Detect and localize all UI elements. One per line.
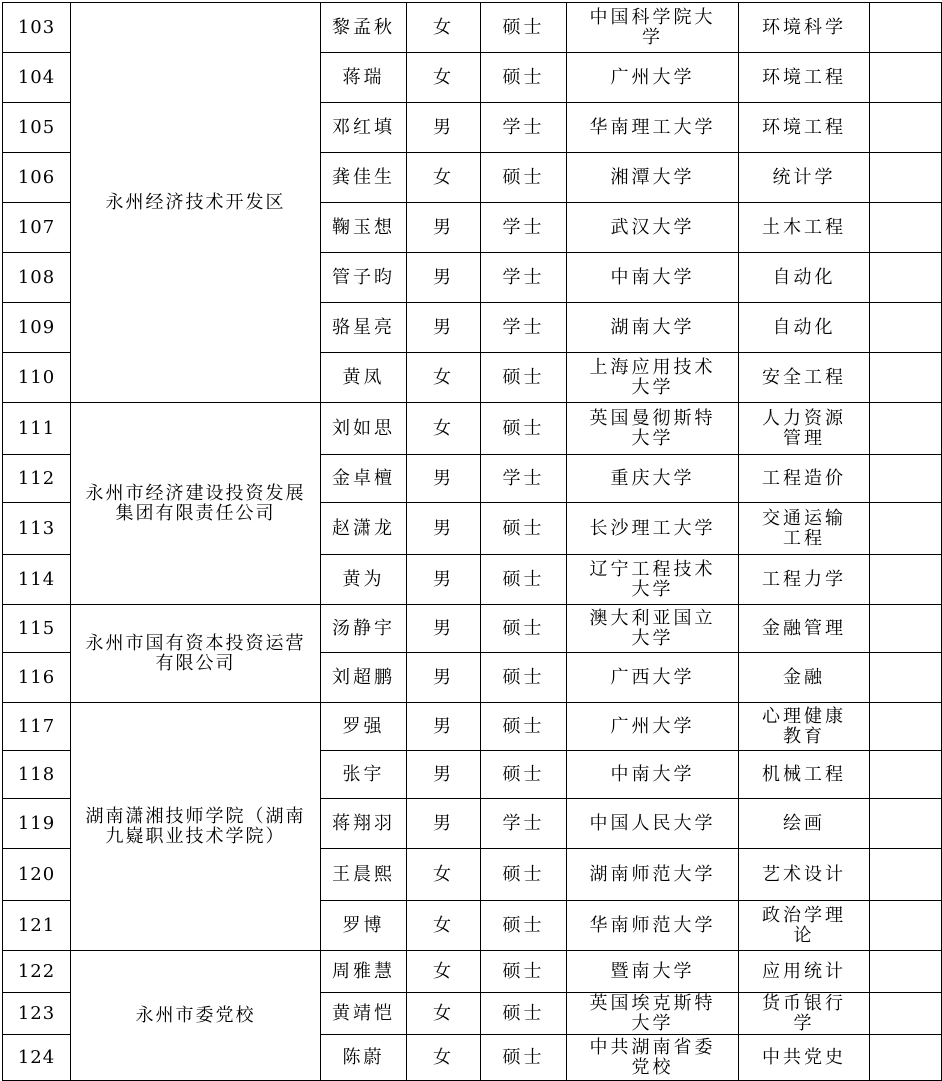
major-cell: 自动化 bbox=[739, 303, 870, 353]
school-cell: 湘潭大学 bbox=[567, 153, 739, 203]
school-cell: 华南师范大学 bbox=[567, 901, 739, 951]
row-number-cell: 124 bbox=[3, 1035, 71, 1081]
name-cell: 赵潇龙 bbox=[321, 503, 407, 555]
table-row bbox=[3, 3, 942, 53]
remarks-cell bbox=[870, 703, 942, 751]
name-cell: 陈蔚 bbox=[321, 1035, 407, 1081]
degree-cell: 硕士 bbox=[481, 353, 567, 403]
remarks-cell bbox=[870, 849, 942, 901]
remarks-cell bbox=[870, 103, 942, 153]
name-cell: 罗博 bbox=[321, 901, 407, 951]
school-cell: 中共湖南省委党校 bbox=[567, 1035, 739, 1081]
remarks-cell bbox=[870, 153, 942, 203]
degree-cell: 硕士 bbox=[481, 53, 567, 103]
gender-cell: 男 bbox=[407, 303, 481, 353]
row-number-cell: 105 bbox=[3, 103, 71, 153]
school-cell: 华南理工大学 bbox=[567, 103, 739, 153]
major-cell: 艺术设计 bbox=[739, 849, 870, 901]
degree-cell: 硕士 bbox=[481, 403, 567, 455]
name-cell: 汤静宇 bbox=[321, 605, 407, 653]
remarks-cell bbox=[870, 605, 942, 653]
degree-cell: 学士 bbox=[481, 303, 567, 353]
gender-cell: 女 bbox=[407, 1035, 481, 1081]
degree-cell: 硕士 bbox=[481, 3, 567, 53]
remarks-cell bbox=[870, 503, 942, 555]
degree-cell: 硕士 bbox=[481, 751, 567, 799]
row-number-cell: 103 bbox=[3, 3, 71, 53]
name-cell: 邓红填 bbox=[321, 103, 407, 153]
school-cell: 英国埃克斯特大学 bbox=[567, 993, 739, 1035]
row-number-cell: 116 bbox=[3, 653, 71, 703]
remarks-cell bbox=[870, 799, 942, 849]
table-row bbox=[3, 605, 942, 653]
remarks-cell bbox=[870, 53, 942, 103]
name-cell: 周雅慧 bbox=[321, 951, 407, 993]
remarks-cell bbox=[870, 555, 942, 605]
school-cell: 中南大学 bbox=[567, 751, 739, 799]
major-cell: 安全工程 bbox=[739, 353, 870, 403]
major-cell: 中共党史 bbox=[739, 1035, 870, 1081]
school-cell: 澳大利亚国立大学 bbox=[567, 605, 739, 653]
school-cell: 重庆大学 bbox=[567, 455, 739, 503]
gender-cell: 男 bbox=[407, 751, 481, 799]
remarks-cell bbox=[870, 203, 942, 253]
name-cell: 蒋瑞 bbox=[321, 53, 407, 103]
degree-cell: 硕士 bbox=[481, 653, 567, 703]
gender-cell: 男 bbox=[407, 503, 481, 555]
degree-cell: 硕士 bbox=[481, 1035, 567, 1081]
row-number-cell: 122 bbox=[3, 951, 71, 993]
row-number-cell: 119 bbox=[3, 799, 71, 849]
name-cell: 蒋翔羽 bbox=[321, 799, 407, 849]
gender-cell: 男 bbox=[407, 203, 481, 253]
gender-cell: 男 bbox=[407, 703, 481, 751]
remarks-cell bbox=[870, 951, 942, 993]
school-cell: 暨南大学 bbox=[567, 951, 739, 993]
school-cell: 武汉大学 bbox=[567, 203, 739, 253]
gender-cell: 男 bbox=[407, 605, 481, 653]
name-cell: 黎孟秋 bbox=[321, 3, 407, 53]
major-cell: 交通运输工程 bbox=[739, 503, 870, 555]
name-cell: 黄凤 bbox=[321, 353, 407, 403]
table-row bbox=[3, 703, 942, 751]
row-number-cell: 118 bbox=[3, 751, 71, 799]
major-cell: 绘画 bbox=[739, 799, 870, 849]
school-cell: 辽宁工程技术大学 bbox=[567, 555, 739, 605]
major-cell: 土木工程 bbox=[739, 203, 870, 253]
gender-cell: 女 bbox=[407, 153, 481, 203]
major-cell: 工程造价 bbox=[739, 455, 870, 503]
unit-cell: 永州经济技术开发区 bbox=[71, 3, 321, 403]
degree-cell: 学士 bbox=[481, 103, 567, 153]
name-cell: 龚佳生 bbox=[321, 153, 407, 203]
major-cell: 货币银行学 bbox=[739, 993, 870, 1035]
gender-cell: 女 bbox=[407, 3, 481, 53]
row-number-cell: 112 bbox=[3, 455, 71, 503]
remarks-cell bbox=[870, 751, 942, 799]
gender-cell: 女 bbox=[407, 849, 481, 901]
degree-cell: 学士 bbox=[481, 253, 567, 303]
gender-cell: 男 bbox=[407, 799, 481, 849]
major-cell: 环境工程 bbox=[739, 103, 870, 153]
gender-cell: 女 bbox=[407, 53, 481, 103]
name-cell: 黄靖恺 bbox=[321, 993, 407, 1035]
row-number-cell: 106 bbox=[3, 153, 71, 203]
remarks-cell bbox=[870, 653, 942, 703]
school-cell: 英国曼彻斯特大学 bbox=[567, 403, 739, 455]
row-number-cell: 104 bbox=[3, 53, 71, 103]
remarks-cell bbox=[870, 993, 942, 1035]
row-number-cell: 110 bbox=[3, 353, 71, 403]
major-cell: 应用统计 bbox=[739, 951, 870, 993]
unit-cell: 永州市经济建设投资发展集团有限责任公司 bbox=[71, 403, 321, 605]
degree-cell: 学士 bbox=[481, 203, 567, 253]
gender-cell: 女 bbox=[407, 901, 481, 951]
remarks-cell bbox=[870, 1035, 942, 1081]
school-cell: 长沙理工大学 bbox=[567, 503, 739, 555]
gender-cell: 男 bbox=[407, 455, 481, 503]
table-row bbox=[3, 951, 942, 993]
name-cell: 罗强 bbox=[321, 703, 407, 751]
degree-cell: 硕士 bbox=[481, 703, 567, 751]
gender-cell: 女 bbox=[407, 951, 481, 993]
major-cell: 自动化 bbox=[739, 253, 870, 303]
major-cell: 工程力学 bbox=[739, 555, 870, 605]
unit-cell: 永州市委党校 bbox=[71, 951, 321, 1081]
row-number-cell: 120 bbox=[3, 849, 71, 901]
row-number-cell: 109 bbox=[3, 303, 71, 353]
school-cell: 广州大学 bbox=[567, 703, 739, 751]
degree-cell: 学士 bbox=[481, 455, 567, 503]
unit-cell: 湖南潇湘技师学院（湖南九嶷职业技术学院） bbox=[71, 703, 321, 951]
name-cell: 王晨熙 bbox=[321, 849, 407, 901]
school-cell: 中国科学院大学 bbox=[567, 3, 739, 53]
major-cell: 环境工程 bbox=[739, 53, 870, 103]
major-cell: 环境科学 bbox=[739, 3, 870, 53]
degree-cell: 硕士 bbox=[481, 993, 567, 1035]
unit-cell: 永州市国有资本投资运营有限公司 bbox=[71, 605, 321, 703]
gender-cell: 女 bbox=[407, 403, 481, 455]
row-number-cell: 123 bbox=[3, 993, 71, 1035]
row-number-cell: 113 bbox=[3, 503, 71, 555]
school-cell: 广州大学 bbox=[567, 53, 739, 103]
remarks-cell bbox=[870, 353, 942, 403]
remarks-cell bbox=[870, 253, 942, 303]
major-cell: 政治学理论 bbox=[739, 901, 870, 951]
degree-cell: 硕士 bbox=[481, 555, 567, 605]
row-number-cell: 108 bbox=[3, 253, 71, 303]
school-cell: 中国人民大学 bbox=[567, 799, 739, 849]
major-cell: 机械工程 bbox=[739, 751, 870, 799]
remarks-cell bbox=[870, 303, 942, 353]
gender-cell: 男 bbox=[407, 653, 481, 703]
major-cell: 统计学 bbox=[739, 153, 870, 203]
name-cell: 金卓檀 bbox=[321, 455, 407, 503]
table-body bbox=[3, 3, 942, 1081]
degree-cell: 硕士 bbox=[481, 849, 567, 901]
major-cell: 心理健康教育 bbox=[739, 703, 870, 751]
name-cell: 鞠玉想 bbox=[321, 203, 407, 253]
name-cell: 刘超鹏 bbox=[321, 653, 407, 703]
row-number-cell: 114 bbox=[3, 555, 71, 605]
name-cell: 黄为 bbox=[321, 555, 407, 605]
degree-cell: 硕士 bbox=[481, 951, 567, 993]
remarks-cell bbox=[870, 901, 942, 951]
school-cell: 湖南大学 bbox=[567, 303, 739, 353]
recruitment-table bbox=[2, 2, 942, 1081]
gender-cell: 女 bbox=[407, 993, 481, 1035]
table-row bbox=[3, 403, 942, 455]
remarks-cell bbox=[870, 3, 942, 53]
gender-cell: 男 bbox=[407, 555, 481, 605]
name-cell: 张宇 bbox=[321, 751, 407, 799]
name-cell: 骆星亮 bbox=[321, 303, 407, 353]
school-cell: 中南大学 bbox=[567, 253, 739, 303]
degree-cell: 硕士 bbox=[481, 503, 567, 555]
degree-cell: 学士 bbox=[481, 799, 567, 849]
row-number-cell: 107 bbox=[3, 203, 71, 253]
gender-cell: 女 bbox=[407, 353, 481, 403]
degree-cell: 硕士 bbox=[481, 153, 567, 203]
gender-cell: 男 bbox=[407, 103, 481, 153]
row-number-cell: 111 bbox=[3, 403, 71, 455]
major-cell: 金融管理 bbox=[739, 605, 870, 653]
row-number-cell: 121 bbox=[3, 901, 71, 951]
school-cell: 上海应用技术大学 bbox=[567, 353, 739, 403]
row-number-cell: 117 bbox=[3, 703, 71, 751]
major-cell: 金融 bbox=[739, 653, 870, 703]
name-cell: 管子昀 bbox=[321, 253, 407, 303]
remarks-cell bbox=[870, 455, 942, 503]
row-number-cell: 115 bbox=[3, 605, 71, 653]
degree-cell: 硕士 bbox=[481, 901, 567, 951]
gender-cell: 男 bbox=[407, 253, 481, 303]
school-cell: 湖南师范大学 bbox=[567, 849, 739, 901]
name-cell: 刘如思 bbox=[321, 403, 407, 455]
remarks-cell bbox=[870, 403, 942, 455]
school-cell: 广西大学 bbox=[567, 653, 739, 703]
major-cell: 人力资源管理 bbox=[739, 403, 870, 455]
degree-cell: 硕士 bbox=[481, 605, 567, 653]
